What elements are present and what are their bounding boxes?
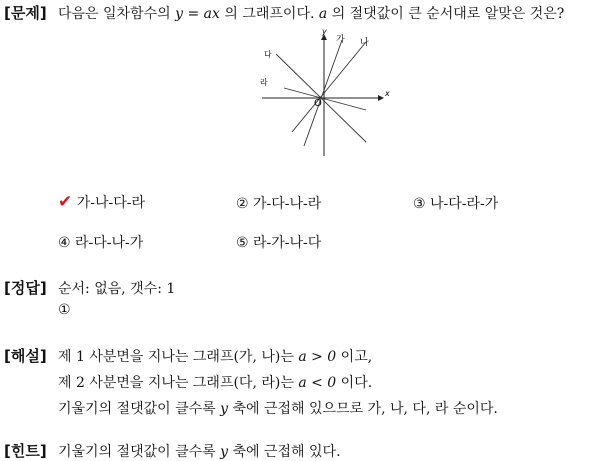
explanation-line-2-pre: 제 2 사분면을 지나는 그래프(다, 라)는 bbox=[58, 375, 294, 391]
y-axis-label: y bbox=[322, 28, 327, 36]
x-axis-arrow bbox=[378, 95, 384, 101]
explanation-line-1-post: 이고, bbox=[340, 349, 373, 365]
choice-3[interactable] bbox=[413, 193, 498, 213]
problem-text-a: 다음은 일차함수의 bbox=[58, 6, 171, 22]
explanation-line-2-post: 이다. bbox=[340, 375, 373, 391]
line-label-da: 다 bbox=[264, 50, 272, 59]
explanation-line-3-var: y bbox=[220, 401, 229, 417]
problem-text-c: 의 절댓값이 큰 순서대로 알맞은 것은? bbox=[331, 6, 565, 22]
choice-5-text: 라-가-나-다 bbox=[253, 235, 322, 251]
problem-tag: [문제] bbox=[4, 4, 47, 22]
choice-4-number: ④ bbox=[58, 235, 71, 251]
hint-text-var: y bbox=[220, 444, 229, 460]
problem-text bbox=[58, 3, 564, 23]
explanation-line-1-math: a > 0 bbox=[298, 349, 337, 365]
explanation-tag: [해설] bbox=[4, 347, 47, 365]
eq-y: y bbox=[175, 6, 184, 22]
line-label-ga: 가 bbox=[336, 35, 345, 45]
line-label-ra: 라 bbox=[260, 78, 268, 87]
eq-ax: ax bbox=[203, 6, 220, 22]
eq-equals: = bbox=[183, 6, 204, 22]
choice-2-text: 가-다-나-라 bbox=[253, 196, 322, 212]
explanation-line-2 bbox=[58, 372, 372, 392]
var-a: a bbox=[318, 6, 328, 22]
choice-1[interactable] bbox=[58, 192, 145, 212]
hint-tag: [힌트] bbox=[4, 442, 47, 460]
problem-section bbox=[0, 0, 592, 24]
answer-line-2: ① bbox=[58, 302, 71, 318]
explanation-line-1 bbox=[58, 346, 372, 366]
hint-text bbox=[58, 441, 341, 461]
choice-3-text: 나-다-라-가 bbox=[430, 196, 499, 212]
hint-section bbox=[0, 438, 592, 460]
selected-check-icon: ✔ bbox=[58, 192, 73, 212]
explanation-line-1-pre: 제 1 사분면을 지나는 그래프(가, 나)는 bbox=[58, 349, 294, 365]
answer-tag: [정답] bbox=[4, 279, 47, 297]
line-ga bbox=[304, 40, 342, 146]
explanation-line-3-post: 축에 근접해 있으므로 가, 나, 다, 라 순이다. bbox=[232, 401, 498, 417]
origin-label: O bbox=[314, 98, 322, 109]
choice-5-number: ⑤ bbox=[236, 235, 249, 251]
choice-5[interactable] bbox=[236, 232, 321, 252]
answer-line-1: 순서: 없음, 갯수: 1 bbox=[58, 281, 176, 297]
x-axis-label: x bbox=[385, 89, 390, 98]
hint-text-pre: 기울기의 절댓값이 클수록 bbox=[58, 444, 216, 460]
choice-3-number: ③ bbox=[413, 196, 426, 212]
explanation-section bbox=[0, 342, 592, 422]
hint-text-post: 축에 근접해 있다. bbox=[232, 444, 341, 460]
explanation-line-3 bbox=[58, 398, 498, 418]
linear-function-graph bbox=[254, 28, 394, 158]
answer-section bbox=[0, 274, 592, 324]
choice-2-number: ② bbox=[236, 196, 249, 212]
choice-1-text: 가-나-다-라 bbox=[76, 195, 145, 211]
explanation-line-2-math: a < 0 bbox=[298, 375, 337, 391]
problem-text-b: 의 그래프이다. bbox=[224, 6, 315, 22]
line-label-na: 나 bbox=[360, 38, 369, 48]
line-na bbox=[292, 42, 366, 132]
explanation-line-3-pre: 기울기의 절댓값이 클수록 bbox=[58, 401, 216, 417]
choice-2[interactable] bbox=[236, 193, 321, 213]
choice-4[interactable] bbox=[58, 232, 143, 252]
choice-4-text: 라-다-나-가 bbox=[75, 235, 144, 251]
